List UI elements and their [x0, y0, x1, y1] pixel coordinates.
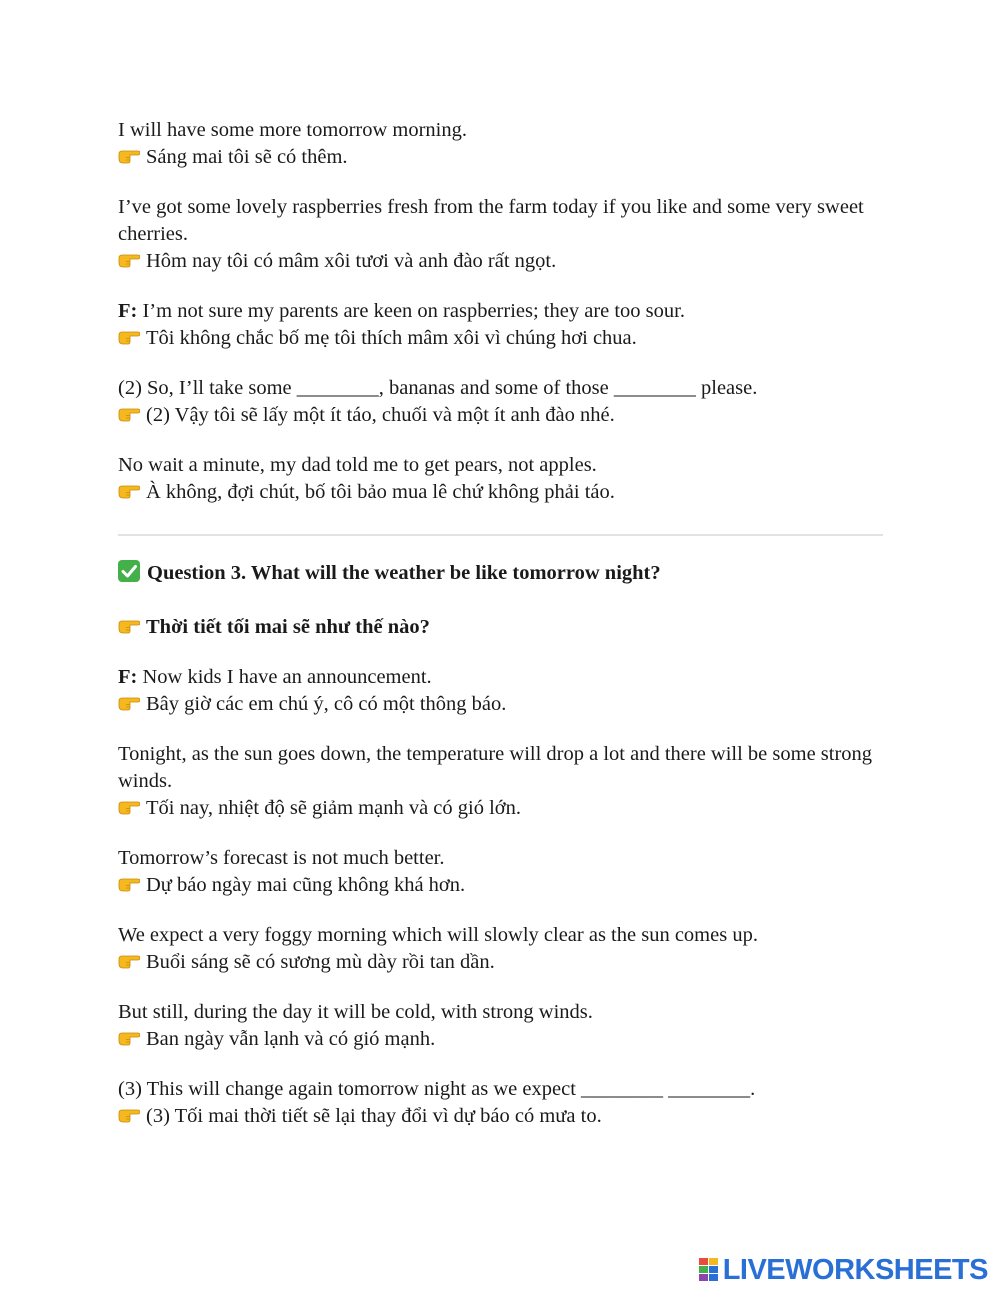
vietnamese-translation: Sáng mai tôi sẽ có thêm.	[146, 146, 348, 168]
translation-line	[118, 1026, 888, 1053]
english-line	[118, 664, 888, 691]
vietnamese-translation: À không, đợi chút, bố tôi bảo mua lê chứ không phải táo.	[146, 481, 615, 503]
dialogue-block	[118, 375, 888, 429]
question-subtitle-block	[118, 614, 888, 641]
english-line: No wait a minute, my dad told me to get pears, not apples.	[118, 454, 597, 476]
translation-line	[118, 795, 888, 822]
english-line: Tomorrow’s forecast is not much better.	[118, 847, 445, 869]
vietnamese-translation: Ban ngày vẫn lạnh và có gió mạnh.	[146, 1028, 436, 1050]
english-line: But still, during the day it will be cold, with strong winds.	[118, 1001, 593, 1023]
vietnamese-translation: Bây giờ các em chú ý, cô có một thông báo.	[146, 693, 507, 715]
pointing-hand-icon	[118, 329, 140, 345]
dialogue-block	[118, 298, 888, 352]
english-line: We expect a very foggy morning which will slowly clear as the sun comes up.	[118, 924, 758, 946]
vietnamese-translation: Buổi sáng sẽ có sương mù dày rồi tan dần.	[146, 951, 495, 973]
english-text: Now kids I have an announcement.	[137, 666, 432, 688]
dialogue-block	[118, 1076, 888, 1130]
speaker-label: F:	[118, 666, 138, 688]
translation-line	[118, 325, 888, 352]
translation-line	[118, 248, 888, 275]
check-mark-icon	[118, 560, 140, 582]
pointing-hand-icon	[118, 799, 140, 815]
pointing-hand-icon	[118, 252, 140, 268]
vietnamese-translation: (2) Vậy tôi sẽ lấy một ít táo, chuối và một ít anh đào nhé.	[146, 404, 615, 426]
vietnamese-translation: Tôi không chắc bố mẹ tôi thích mâm xôi vì chúng hơi chua.	[146, 327, 637, 349]
worksheet-content	[118, 117, 888, 1153]
translation-line	[118, 1103, 888, 1130]
pointing-hand-icon	[118, 876, 140, 892]
dialogue-block	[118, 117, 888, 171]
pointing-hand-icon	[118, 618, 140, 634]
english-line: Tonight, as the sun goes down, the temperature will drop a lot and there will be some strong winds.	[118, 743, 873, 792]
vietnamese-translation: Hôm nay tôi có mâm xôi tươi và anh đào rất ngọt.	[146, 250, 557, 272]
question-title	[118, 560, 888, 587]
section-divider	[118, 534, 883, 536]
english-line: (2) So, I’ll take some ________, bananas and some of those ________ please.	[118, 377, 758, 399]
vietnamese-translation: Dự báo ngày mai cũng không khá hơn.	[146, 874, 466, 896]
english-text: I’m not sure my parents are keen on raspberries; they are too sour.	[137, 300, 685, 322]
english-line: (3) This will change again tomorrow night as we expect ________ ________.	[118, 1078, 756, 1100]
dialogue-block	[118, 194, 888, 275]
translation-line	[118, 872, 888, 899]
pointing-hand-icon	[118, 483, 140, 499]
dialogue-block	[118, 741, 888, 822]
translation-line	[118, 949, 888, 976]
pointing-hand-icon	[118, 148, 140, 164]
english-line	[118, 298, 888, 325]
dialogue-block	[118, 452, 888, 506]
logo-text: LIVEWORKSHEETS	[722, 1253, 988, 1286]
dialogue-block	[118, 845, 888, 899]
vietnamese-translation: (3) Tối mai thời tiết sẽ lại thay đổi vì dự báo có mưa to.	[146, 1105, 602, 1127]
translation-line	[118, 691, 888, 718]
pointing-hand-icon	[118, 1107, 140, 1123]
english-line: I will have some more tomorrow morning.	[118, 119, 468, 141]
logo-mark-icon	[698, 1257, 720, 1283]
pointing-hand-icon	[118, 695, 140, 711]
pointing-hand-icon	[118, 953, 140, 969]
translation-line	[118, 402, 888, 429]
vietnamese-translation: Tối nay, nhiệt độ sẽ giảm mạnh và có gió lớn.	[146, 797, 522, 819]
question-subtitle	[118, 614, 888, 641]
dialogue-block	[118, 999, 888, 1053]
dialogue-block	[118, 922, 888, 976]
liveworksheets-logo	[698, 1253, 988, 1287]
translation-line	[118, 144, 888, 171]
pointing-hand-icon	[118, 406, 140, 422]
english-line: I’ve got some lovely raspberries fresh from the farm today if you like and some very sweet cherries.	[118, 196, 864, 245]
question-title-text: Question 3. What will the weather be like tomorrow night?	[147, 562, 661, 584]
question-subtitle-text: Thời tiết tối mai sẽ như thế nào?	[146, 616, 430, 638]
pointing-hand-icon	[118, 1030, 140, 1046]
dialogue-block	[118, 664, 888, 718]
translation-line	[118, 479, 888, 506]
speaker-label: F:	[118, 300, 138, 322]
